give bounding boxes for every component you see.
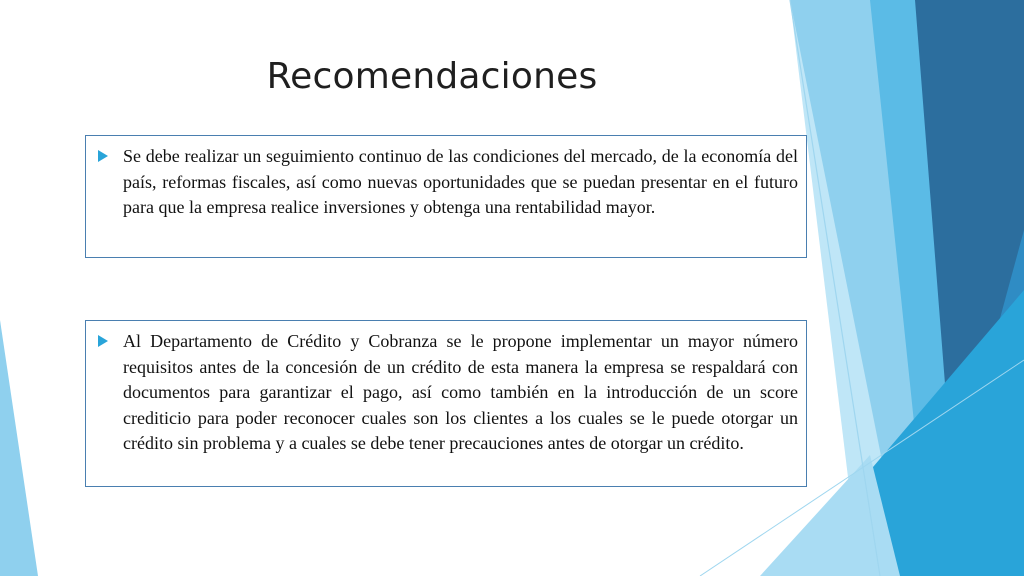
recommendation-box-2 [85,320,807,487]
recommendation-box-1 [85,135,807,258]
triangle-bullet-icon [98,150,108,162]
slide-title: Recomendaciones [266,56,598,97]
recommendation-text-2: Al Departamento de Crédito y Cobranza se le propone implementar un mayor número requisitos antes de la concesión de un crédito de esta manera la empresa se respaldará con documentos para garantizar el pago, así como también en la introducción de un score crediticio para poder reconocer cuales son los clientes a los cuales se le puede otorgar un crédito sin problema y a cuales se debe tener precauciones antes de otorgar un crédito. [123,331,798,453]
recommendation-text-1: Se debe realizar un seguimiento continuo de las condiciones del mercado, de la economía del país, reformas fiscales, así como nuevas oportunidades que se puedan presentar en el futuro para que la empresa realice inversiones y obtenga una rentabilidad mayor. [123,146,798,217]
triangle-bullet-icon [98,335,108,347]
left-light-wedge [0,320,38,576]
